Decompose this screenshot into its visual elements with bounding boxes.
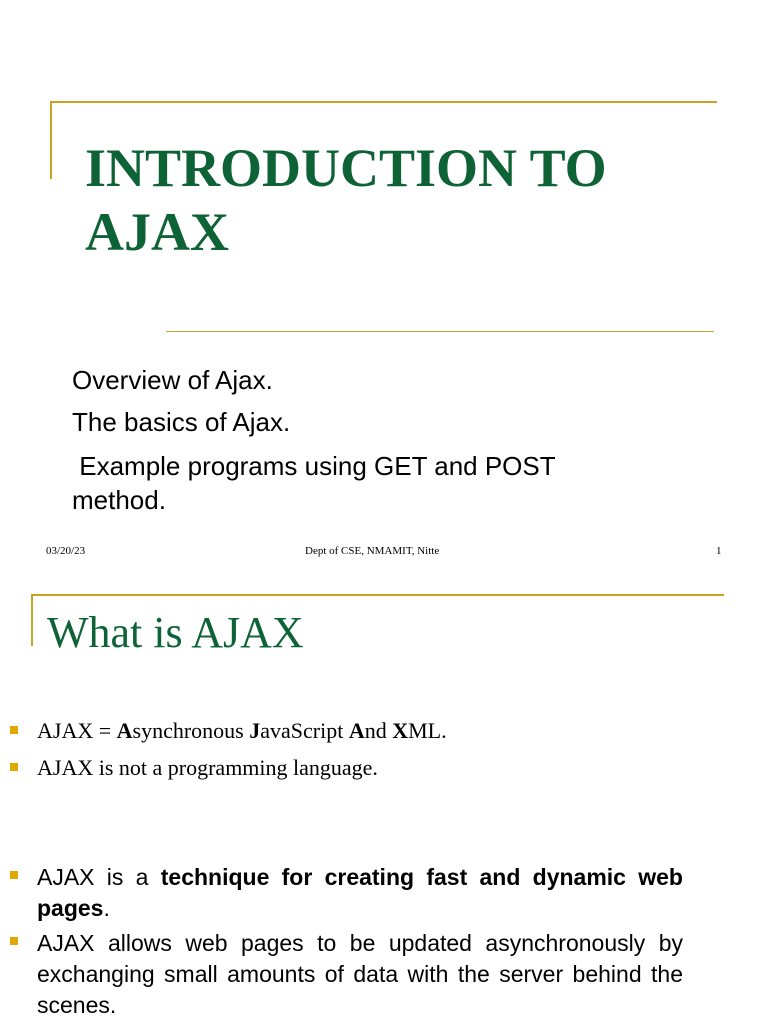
bullet-technique: AJAX is a technique for creating fast and dynamic web pages. <box>37 864 683 921</box>
slide1-title <box>85 136 705 264</box>
bullet-not-language: AJAX is not a programming language. <box>37 755 378 780</box>
slide1-title-line1: INTRODUCTION TO <box>85 138 607 198</box>
bullet-square-icon <box>10 763 18 771</box>
footer-page-number: 1 <box>716 545 722 557</box>
slide1-title-line2: AJAX <box>85 202 229 262</box>
slide2-title: What is AJAX <box>47 608 304 657</box>
footer-dept: Dept of CSE, NMAMIT, Nitte <box>305 545 440 557</box>
bullet-square-icon <box>10 937 18 945</box>
slide2-top-rule <box>31 594 724 596</box>
slide1-bottom-rule <box>166 331 714 332</box>
slide2-left-rule <box>31 594 33 646</box>
bullet-square-icon <box>10 871 18 879</box>
slide1-item-examples: Example programs using GET and POST method. <box>72 451 563 515</box>
bullet-async-updates: AJAX allows web pages to be updated asynchronously by exchanging small amounts of data with the server behind the scenes. <box>37 930 683 1018</box>
footer-date: 03/20/23 <box>46 545 86 557</box>
slide1-item-basics: The basics of Ajax. <box>72 407 291 437</box>
bullet-square-icon <box>10 726 18 734</box>
slide1-left-rule <box>50 101 52 179</box>
slide1-top-rule <box>50 101 717 103</box>
bullet-ajax-definition: AJAX = Asynchronous JavaScript And XML. <box>37 718 447 743</box>
slide1-item-overview: Overview of Ajax. <box>72 365 273 395</box>
